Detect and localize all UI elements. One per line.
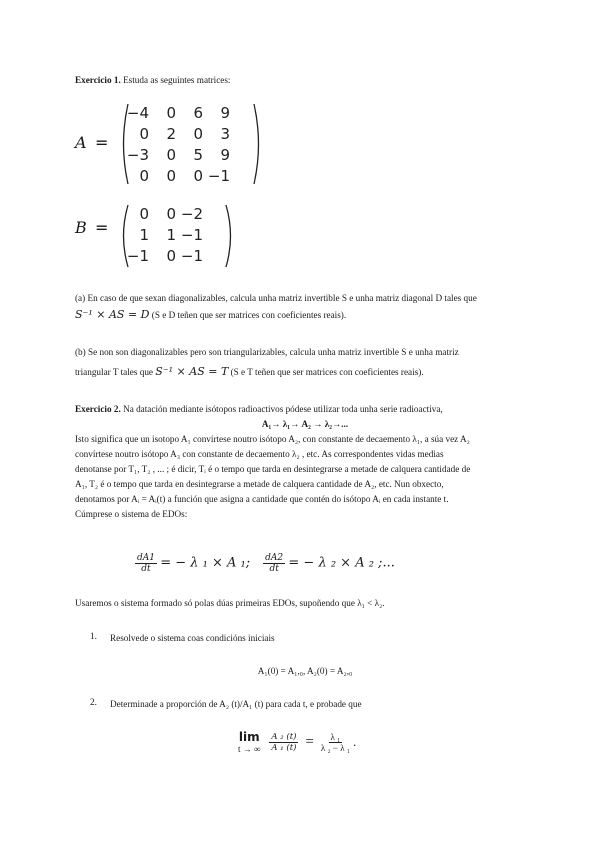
matrix-a-cell: −1	[207, 167, 230, 185]
matrix-a-cell: 0	[193, 125, 203, 143]
ratio-num: A ₂ (t)	[271, 731, 297, 742]
part-b-formula: S⁻¹ × AS = T	[155, 365, 229, 378]
matrix-a-cell: 3	[220, 125, 230, 143]
rhs-fraction	[321, 732, 350, 753]
ex1-title: Exercicio 1.	[75, 75, 121, 85]
ex2-paragraph	[75, 432, 535, 522]
matrix-a-cell: −4	[126, 104, 149, 122]
matrix-a-cell: 2	[166, 125, 176, 143]
matrix-b-cell: 1	[139, 226, 149, 244]
matrix-b-cell: 0	[139, 205, 149, 223]
ode2-num: dA2	[265, 553, 284, 563]
part-b-tail: (S e T teñen que ser matrices con coeficientes reais).	[230, 367, 424, 377]
ode2-derivative	[263, 553, 285, 574]
limit-operator	[238, 730, 260, 754]
matrix-a-cell: 0	[139, 167, 149, 185]
ratio-den: A ₁ (t)	[271, 742, 297, 753]
initial-conditions: A₁(0) = A₁,₀, A₂(0) = A₂,₀	[257, 666, 353, 676]
ode2-den: dt	[269, 564, 279, 574]
matrix-a	[118, 100, 264, 188]
matrix-b-cell: −1	[180, 247, 203, 265]
ex1-part-a-line1: (a) En caso de que sexan diagonalizables, calcula unha matriz invertible S e unha matriz diagonal D tales que	[75, 293, 477, 303]
ex2-paragraph-line: denotamos por Aᵢ = Aᵢ(t) a función que asigna a cantidade que contén do isótopo Aᵢ en cada instante t.	[75, 494, 449, 504]
ex2-intro: Na datación mediante isótopos radioactivos pódese utilizar toda unha serie radioactiva,	[123, 404, 443, 414]
ex2-paragraph-line: A₁, T₂ é o tempo que tarda en desintegrarse a metade de calquera cantidade de A₂, etc. Nun obxecto,	[75, 479, 444, 489]
matrix-a-equals: =	[95, 133, 109, 152]
rhs-den: λ ₂ − λ ₁	[320, 742, 350, 753]
lim-word: lim	[238, 730, 260, 744]
matrix-a-row-3	[122, 147, 230, 163]
ex1-intro: Estuda as seguintes matrices:	[123, 75, 231, 85]
ode-system	[135, 553, 395, 574]
item2-text: Determinade a proporción de A₂ (t)/A₁ (t) para cada t, e probade que	[110, 699, 362, 709]
matrix-a-cell: 0	[166, 104, 176, 122]
matrix-a-row-2	[122, 126, 230, 142]
end-dot: .	[352, 734, 357, 749]
ex2-title: Exercicio 2.	[75, 404, 121, 414]
ex1-part-b-line2	[75, 364, 535, 380]
matrix-a-label: A	[75, 133, 87, 152]
item2-number: 2.	[90, 697, 97, 707]
ode1-den: dt	[141, 564, 151, 574]
matrix-b-cell: 0	[166, 205, 176, 223]
matrix-b-label: B	[75, 218, 87, 237]
ex2-paragraph-line: convírtese noutro isótopo A₃ con constante de decaemento λ₂ , etc. As correspondentes vidas medias	[75, 449, 444, 459]
item1-text: Resolvede o sistema coas condicións iniciais	[110, 633, 275, 643]
matrix-a-cell: 0	[166, 167, 176, 185]
decay-chain: A₁→ λ₁→ A₂ → λ₂→...	[261, 419, 349, 429]
matrix-b-cell: −2	[180, 205, 203, 223]
ode2-rhs: = − λ ₂ × A ₂ ;...	[288, 555, 395, 571]
matrix-a-cell: 6	[193, 104, 203, 122]
matrix-a-row-1	[122, 105, 230, 121]
matrix-a-cell: 0	[166, 146, 176, 164]
ex2-heading	[75, 402, 545, 417]
lim-subscript: t → ∞	[238, 744, 261, 754]
ode1-rhs: = − λ ₁ × A ₁;	[160, 555, 251, 571]
matrix-b-equals: =	[95, 218, 109, 237]
ratio-fraction	[269, 732, 298, 753]
part-a-tail: (S e D teñen que ser matrices con coeficientes reais).	[151, 310, 347, 320]
matrix-b-row-3	[122, 248, 203, 264]
part-b-pre: triangular T tales que	[75, 367, 153, 377]
matrix-a-cell: −3	[126, 146, 149, 164]
matrix-a-cell: 0	[139, 125, 149, 143]
ex1-heading	[75, 73, 535, 88]
matrix-b-row-2	[122, 227, 203, 243]
ex2-paragraph-line: denotanse por T₁, T₂ , ... ; é dicir, Tᵢ é o tempo que tarda en desintegrarse a metade de calquera cantidade de	[75, 464, 471, 474]
matrix-b-cell: 1	[166, 226, 176, 244]
matrix-b-cell: 0	[166, 247, 176, 265]
ex1-part-a-line2	[75, 307, 535, 323]
limit-equals: =	[305, 733, 314, 750]
ode1-derivative	[135, 553, 157, 574]
item1-number: 1.	[90, 631, 97, 641]
matrix-b-row-1	[122, 206, 203, 222]
matrix-b-cell: −1	[180, 226, 203, 244]
ode1-num: dA1	[137, 553, 155, 563]
matrix-a-cell: 0	[193, 167, 203, 185]
ex2-paragraph-line: Isto significa que un isotopo A₁ convírtese noutro isótopo A₂, con constante de decaemento λ₁, a súa vez A₂	[75, 434, 470, 444]
matrix-a-row-4	[122, 168, 230, 184]
matrix-a-cell: 9	[220, 104, 230, 122]
use-system-text: Usaremos o sistema formado só polas dúas primeiras EDOs, supoñendo que λ₁ < λ₂.	[75, 598, 385, 608]
limit-formula	[238, 730, 356, 754]
ex2-paragraph-line: Cúmprese o sistema de EDOs:	[75, 509, 188, 519]
rhs-num: λ ₁	[330, 731, 341, 742]
matrix-a-cell: 9	[220, 146, 230, 164]
matrix-b	[118, 202, 236, 270]
part-a-formula: S⁻¹ × AS = D	[75, 308, 150, 321]
ex1-part-b-line1: (b) Se non son diagonalizables pero son triangularizables, calcula unha matriz invertible S e unha matriz	[75, 347, 459, 357]
matrix-b-cell: −1	[126, 247, 149, 265]
matrix-a-cell: 5	[193, 146, 203, 164]
